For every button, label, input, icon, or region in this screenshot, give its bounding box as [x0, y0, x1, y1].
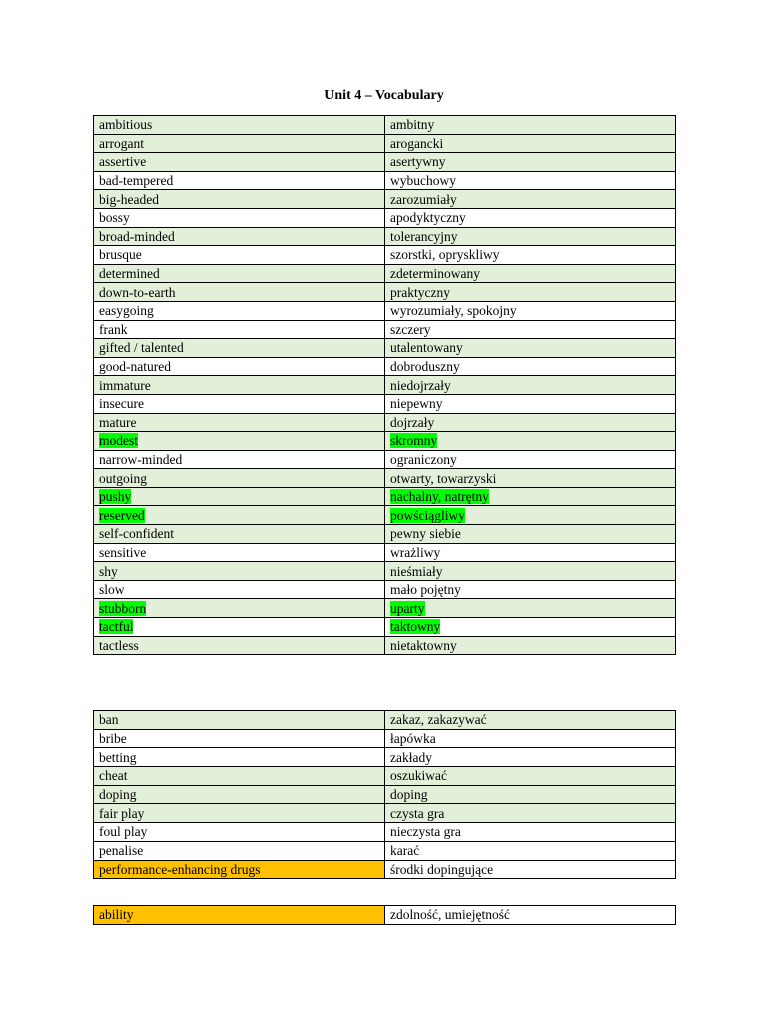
table-row [94, 153, 676, 172]
polish-translation: wrażliwy [390, 544, 441, 560]
table-row [94, 748, 676, 767]
polish-translation-cell [385, 860, 676, 879]
polish-translation: apodyktyczny [390, 210, 466, 226]
polish-translation: dojrzały [390, 414, 435, 430]
english-term-cell [94, 283, 385, 302]
polish-translation-cell [385, 264, 676, 283]
english-term-cell [94, 860, 385, 879]
english-term-cell [94, 208, 385, 227]
english-term: ambitious [99, 117, 153, 133]
polish-translation: zdeterminowany [390, 266, 480, 282]
english-term: slow [99, 582, 125, 598]
table-row [94, 599, 676, 618]
polish-translation: mało pojętny [390, 582, 461, 598]
english-term-cell [94, 823, 385, 842]
polish-translation-cell [385, 748, 676, 767]
table-row [94, 618, 676, 637]
polish-translation: utalentowany [390, 340, 463, 356]
table-row [94, 357, 676, 376]
english-term-cell [94, 394, 385, 413]
table-row [94, 767, 676, 786]
table-row [94, 320, 676, 339]
table-row [94, 506, 676, 525]
english-term: assertive [99, 154, 147, 170]
table-row [94, 543, 676, 562]
polish-translation: dobroduszny [390, 359, 460, 375]
polish-translation-cell [385, 171, 676, 190]
table-row [94, 636, 676, 655]
polish-translation: powściągliwy [390, 507, 465, 523]
polish-translation-cell [385, 711, 676, 730]
polish-translation-cell [385, 599, 676, 618]
polish-translation-cell [385, 246, 676, 265]
english-term: doping [99, 787, 137, 803]
english-term-cell [94, 767, 385, 786]
english-term-cell [94, 618, 385, 637]
table-row [94, 190, 676, 209]
english-term-cell [94, 804, 385, 823]
table-row [94, 525, 676, 544]
english-term-cell [94, 376, 385, 395]
table-row [94, 283, 676, 302]
polish-translation-cell [385, 562, 676, 581]
polish-translation: środki dopingujące [390, 861, 494, 877]
vocabulary-table-sport [93, 710, 676, 879]
english-term: arrogant [99, 135, 144, 151]
english-term-cell [94, 599, 385, 618]
english-term-cell [94, 116, 385, 135]
polish-translation-cell [385, 506, 676, 525]
table-row [94, 487, 676, 506]
polish-translation: arogancki [390, 135, 444, 151]
english-term: big-headed [99, 191, 159, 207]
english-term-cell [94, 469, 385, 488]
english-term: ability [99, 907, 134, 923]
table-row [94, 413, 676, 432]
polish-translation-cell [385, 487, 676, 506]
english-term-cell [94, 357, 385, 376]
polish-translation: nieczysta gra [390, 824, 461, 840]
polish-translation-cell [385, 339, 676, 358]
polish-translation-cell [385, 208, 676, 227]
english-term-cell [94, 906, 385, 925]
english-term-cell [94, 711, 385, 730]
polish-translation: ambitny [390, 117, 435, 133]
english-term: reserved [99, 507, 145, 523]
polish-translation: zdolność, umiejętność [390, 907, 510, 923]
polish-translation: oszukiwać [390, 768, 447, 784]
table-row [94, 246, 676, 265]
english-term-cell [94, 153, 385, 172]
english-term-cell [94, 580, 385, 599]
english-term-cell [94, 748, 385, 767]
polish-translation-cell [385, 525, 676, 544]
english-term: betting [99, 749, 137, 765]
table-row [94, 841, 676, 860]
polish-translation: zakaz, zakazywać [390, 712, 487, 728]
polish-translation: uparty [390, 600, 425, 616]
table-row [94, 823, 676, 842]
english-term: bad-tempered [99, 173, 174, 189]
polish-translation-cell [385, 580, 676, 599]
polish-translation: niepewny [390, 396, 443, 412]
polish-translation: wybuchowy [390, 173, 456, 189]
english-term-cell [94, 432, 385, 451]
polish-translation: łapówka [390, 731, 436, 747]
polish-translation-cell [385, 543, 676, 562]
english-term-cell [94, 543, 385, 562]
table-row [94, 264, 676, 283]
english-term: pushy [99, 489, 132, 505]
english-term: brusque [99, 247, 142, 263]
english-term-cell [94, 246, 385, 265]
table-row [94, 906, 676, 925]
english-term: performance-enhancing drugs [99, 861, 261, 877]
polish-translation: tolerancyjny [390, 228, 458, 244]
table-row [94, 208, 676, 227]
english-term: gifted / talented [99, 340, 184, 356]
english-term-cell [94, 487, 385, 506]
table-row [94, 339, 676, 358]
english-term: bribe [99, 731, 127, 747]
english-term: foul play [99, 824, 148, 840]
polish-translation-cell [385, 283, 676, 302]
english-term-cell [94, 525, 385, 544]
english-term: broad-minded [99, 228, 175, 244]
polish-translation: zarozumiały [390, 191, 457, 207]
english-term: down-to-earth [99, 284, 176, 300]
table-row [94, 785, 676, 804]
english-term: fair play [99, 805, 145, 821]
polish-translation: asertywny [390, 154, 446, 170]
english-term: outgoing [99, 470, 148, 486]
polish-translation-cell [385, 227, 676, 246]
polish-translation-cell [385, 134, 676, 153]
table-row [94, 227, 676, 246]
table-row [94, 134, 676, 153]
polish-translation-cell [385, 618, 676, 637]
english-term-cell [94, 841, 385, 860]
polish-translation-cell [385, 906, 676, 925]
english-term: immature [99, 377, 151, 393]
english-term: sensitive [99, 544, 147, 560]
polish-translation: czysta gra [390, 805, 445, 821]
english-term-cell [94, 413, 385, 432]
polish-translation-cell [385, 823, 676, 842]
table-row [94, 171, 676, 190]
polish-translation: wyrozumiały, spokojny [390, 303, 517, 319]
english-term-cell [94, 320, 385, 339]
english-term: insecure [99, 396, 144, 412]
english-term-cell [94, 227, 385, 246]
polish-translation: szorstki, opryskliwy [390, 247, 500, 263]
english-term-cell [94, 450, 385, 469]
table-row [94, 469, 676, 488]
english-term-cell [94, 134, 385, 153]
english-term: tactless [99, 637, 139, 653]
english-term-cell [94, 506, 385, 525]
polish-translation: nietaktowny [390, 637, 457, 653]
english-term: modest [99, 433, 138, 449]
polish-translation-cell [385, 432, 676, 451]
polish-translation: nachalny, natrętny [390, 489, 489, 505]
polish-translation: taktowny [390, 619, 441, 635]
table-row [94, 562, 676, 581]
english-term: narrow-minded [99, 451, 183, 467]
english-term: shy [99, 563, 118, 579]
english-term: cheat [99, 768, 128, 784]
polish-translation: zakłady [390, 749, 432, 765]
english-term: stubborn [99, 600, 147, 616]
polish-translation-cell [385, 394, 676, 413]
polish-translation-cell [385, 804, 676, 823]
polish-translation-cell [385, 376, 676, 395]
polish-translation: doping [390, 787, 428, 803]
english-term: easygoing [99, 303, 154, 319]
polish-translation-cell [385, 785, 676, 804]
english-term: ban [99, 712, 119, 728]
english-term-cell [94, 264, 385, 283]
polish-translation: ograniczony [390, 451, 457, 467]
table-row [94, 116, 676, 135]
polish-translation-cell [385, 301, 676, 320]
table-row [94, 394, 676, 413]
english-term-cell [94, 339, 385, 358]
english-term: frank [99, 321, 128, 337]
polish-translation-cell [385, 153, 676, 172]
polish-translation: nieśmiały [390, 563, 443, 579]
page-title: Unit 4 – Vocabulary [324, 88, 444, 103]
english-term: mature [99, 414, 137, 430]
polish-translation-cell [385, 729, 676, 748]
english-term: good-natured [99, 359, 171, 375]
polish-translation-cell [385, 413, 676, 432]
english-term-cell [94, 562, 385, 581]
table-row [94, 729, 676, 748]
table-row [94, 711, 676, 730]
table-row [94, 450, 676, 469]
polish-translation-cell [385, 320, 676, 339]
polish-translation: praktyczny [390, 284, 450, 300]
polish-translation-cell [385, 469, 676, 488]
table-row [94, 860, 676, 879]
table-row [94, 432, 676, 451]
english-term: self-confident [99, 526, 174, 542]
vocabulary-table-personality [93, 115, 676, 655]
table-row [94, 376, 676, 395]
polish-translation: pewny siebie [390, 526, 461, 542]
english-term-cell [94, 729, 385, 748]
english-term-cell [94, 171, 385, 190]
english-term: bossy [99, 210, 130, 226]
polish-translation: otwarty, towarzyski [390, 470, 497, 486]
vocabulary-table-extra [93, 905, 676, 925]
english-term-cell [94, 301, 385, 320]
polish-translation-cell [385, 190, 676, 209]
polish-translation-cell [385, 841, 676, 860]
english-term: penalise [99, 843, 144, 859]
polish-translation: szczery [390, 321, 431, 337]
table-row [94, 804, 676, 823]
polish-translation: karać [390, 843, 420, 859]
english-term-cell [94, 190, 385, 209]
polish-translation-cell [385, 450, 676, 469]
table-row [94, 301, 676, 320]
english-term-cell [94, 785, 385, 804]
polish-translation-cell [385, 116, 676, 135]
english-term-cell [94, 636, 385, 655]
polish-translation-cell [385, 636, 676, 655]
polish-translation-cell [385, 357, 676, 376]
table-row [94, 580, 676, 599]
polish-translation: niedojrzały [390, 377, 451, 393]
english-term: tactful [99, 619, 134, 635]
english-term: determined [99, 266, 160, 282]
polish-translation: skromny [390, 433, 438, 449]
polish-translation-cell [385, 767, 676, 786]
